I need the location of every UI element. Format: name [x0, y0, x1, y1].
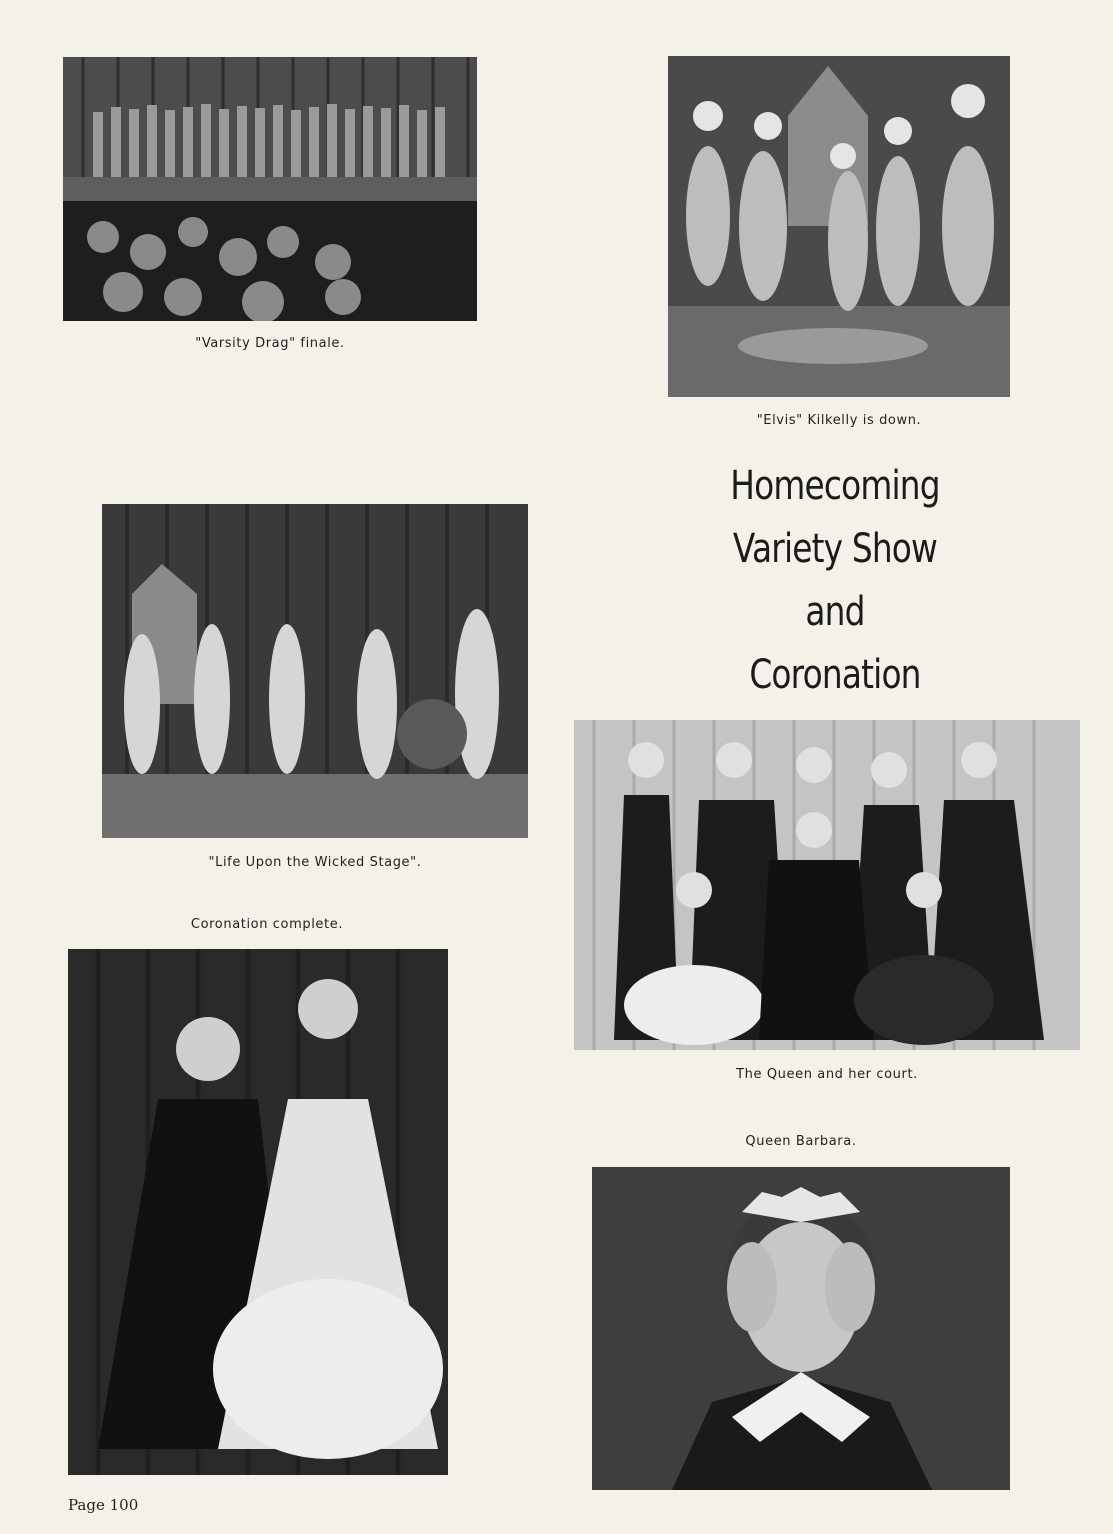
photo-queen-barbara	[592, 1167, 1010, 1490]
title-line-4: Coronation	[749, 652, 921, 698]
photo-wicked-stage	[102, 504, 528, 838]
caption-elvis-kilkelly: "Elvis" Kilkelly is down.	[756, 413, 922, 428]
caption-varsity-drag-finale: "Varsity Drag" finale.	[195, 336, 345, 351]
title-line-1: Homecoming	[730, 463, 940, 509]
caption-queen-barbara: Queen Barbara.	[745, 1134, 857, 1149]
page-number: Page 100	[68, 1496, 139, 1514]
photo-elvis-kilkelly	[668, 56, 1010, 397]
caption-queen-and-court: The Queen and her court.	[736, 1067, 918, 1082]
photo-coronation-complete	[68, 949, 448, 1475]
title-line-2: Variety Show	[732, 526, 938, 572]
title-line-3: and	[805, 589, 865, 635]
caption-wicked-stage: "Life Upon the Wicked Stage".	[208, 855, 422, 870]
photo-varsity-drag-finale	[63, 57, 477, 321]
photo-queen-and-court	[574, 720, 1080, 1050]
caption-coronation-complete: Coronation complete.	[190, 917, 344, 932]
page-title	[708, 455, 962, 707]
